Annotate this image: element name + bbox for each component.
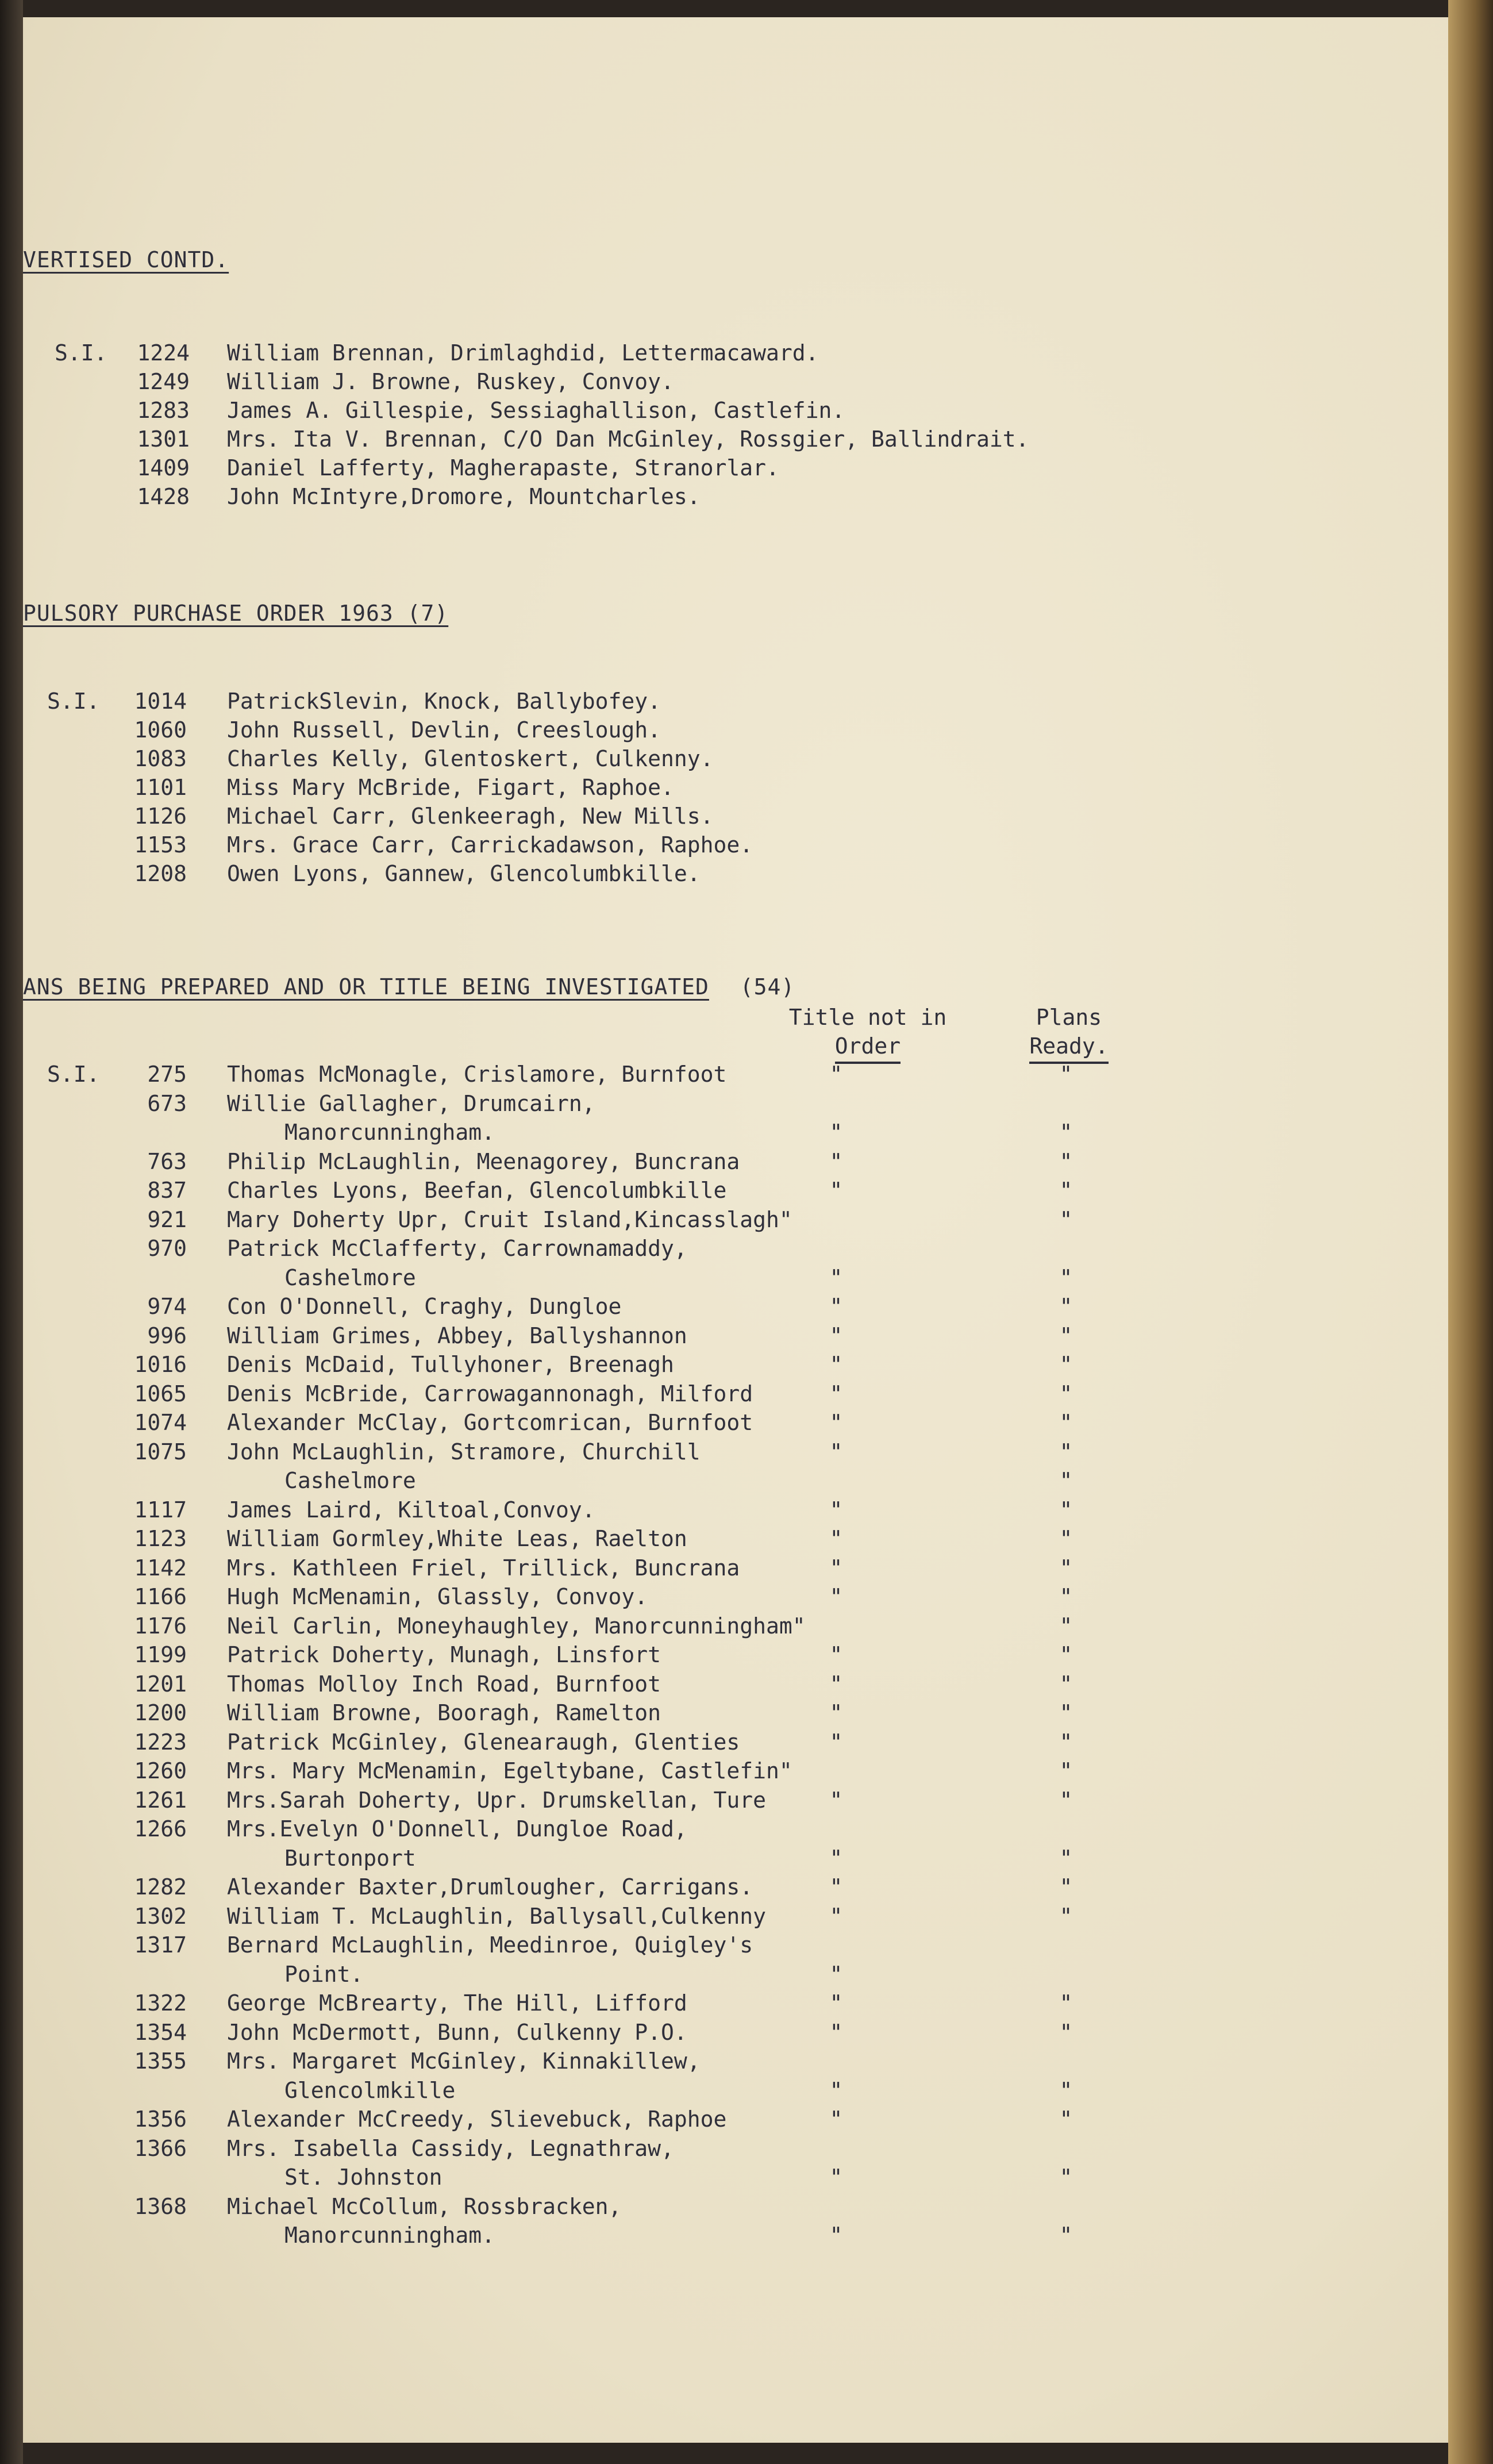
ditto-plans-ready: " (1059, 1352, 1073, 1377)
entry-text: Charles Kelly, Glentoskert, Culkenny. (227, 746, 714, 771)
list-item (23, 1178, 1402, 1206)
si-number: 1322 (134, 1990, 187, 2016)
ditto-title-not-in-order: " (829, 1642, 843, 1667)
ditto-title-not-in-order: " (829, 1729, 843, 1755)
list-item (23, 2078, 1402, 2106)
ditto-plans-ready: " (1059, 1671, 1073, 1697)
ditto-title-not-in-order: " (829, 1990, 843, 2016)
list-item (23, 1381, 1402, 1410)
list-item (23, 1062, 1402, 1090)
entry-text: Mrs.Evelyn O'Donnell, Dungloe Road, (227, 1816, 687, 1842)
entry-text: Daniel Lafferty, Magherapaste, Stranorlar. (227, 455, 779, 481)
entry-text: Mrs. Margaret McGinley, Kinnakillew, (227, 2048, 701, 2074)
entry-text: Mrs. Mary McMenamin, Egeltybane, Castlefin" (227, 1758, 792, 1783)
list-item (23, 1700, 1402, 1729)
list-item (23, 455, 1402, 484)
heading-text: ANS BEING PREPARED AND OR TITLE BEING INVESTIGATED (23, 974, 709, 1000)
ditto-title-not-in-order: " (829, 1148, 843, 1174)
list-item (23, 1758, 1402, 1787)
si-number: 673 (147, 1090, 187, 1116)
entry-text: Denis McBride, Carrowagannonagh, Milford (227, 1381, 753, 1406)
ditto-title-not-in-order: " (829, 2077, 843, 2103)
list-item (23, 2020, 1402, 2048)
entry-text: William T. McLaughlin, Ballysall,Culkenny (227, 1903, 766, 1929)
entry-text: St. Johnston (284, 2165, 442, 2190)
document-page (23, 17, 1448, 2443)
list-item (23, 2048, 1402, 2077)
list-item (23, 2136, 1402, 2165)
si-number: 1366 (134, 2135, 187, 2161)
ditto-plans-ready: " (1059, 1120, 1073, 1145)
ditto-title-not-in-order: " (829, 1062, 843, 1087)
ditto-title-not-in-order: " (829, 1294, 843, 1319)
si-number: 1065 (134, 1381, 187, 1406)
ditto-title-not-in-order: " (829, 1555, 843, 1581)
list-item (23, 1091, 1402, 1120)
column-header-title (764, 1003, 971, 1064)
ditto-plans-ready: " (1059, 1410, 1073, 1435)
si-number: 996 (147, 1323, 187, 1348)
si-number: 763 (147, 1148, 187, 1174)
ditto-title-not-in-order: " (829, 1700, 843, 1725)
si-number: 1224 (137, 340, 190, 366)
list-item (23, 2194, 1402, 2223)
entry-text: Cashelmore (284, 1468, 416, 1493)
list-item (23, 1265, 1402, 1294)
si-number: 1153 (134, 832, 187, 858)
ditto-plans-ready: " (1059, 1206, 1073, 1232)
si-number: 921 (147, 1206, 187, 1232)
entry-text: Con O'Donnell, Craghy, Dungloe (227, 1294, 622, 1319)
entry-text: Manorcunningham. (284, 1120, 495, 1145)
si-number: 1223 (134, 1729, 187, 1755)
ditto-plans-ready: " (1059, 1990, 1073, 2016)
list-item (23, 1962, 1402, 1990)
ditto-plans-ready: " (1059, 1787, 1073, 1813)
entry-text: Glencolmkille (284, 2077, 456, 2103)
si-label: S.I. (47, 1062, 100, 1087)
list-item (23, 1236, 1402, 1264)
column-header-plans-line1: Plans (1036, 1005, 1102, 1030)
si-number: 1409 (137, 455, 190, 481)
entry-text: Thomas Molloy Inch Road, Burnfoot (227, 1671, 661, 1697)
entry-text: Neil Carlin, Moneyhaughley, Manorcunningham" (227, 1613, 806, 1639)
section-heading-cpo (23, 601, 448, 626)
entry-text: Manorcunningham. (284, 2223, 495, 2248)
entry-text: Alexander Baxter,Drumlougher, Carrigans. (227, 1874, 753, 1900)
heading-count: (54) (740, 974, 795, 1000)
entry-text: Mrs. Grace Carr, Carrickadawson, Raphoe. (227, 832, 753, 858)
list-item (23, 1874, 1402, 1903)
book-binding (0, 0, 23, 2464)
entry-text: George McBrearty, The Hill, Lifford (227, 1990, 687, 2016)
si-number: 837 (147, 1178, 187, 1203)
column-header-title-line1: Title not in (788, 1005, 947, 1030)
list-item (23, 484, 1402, 513)
list-item (23, 1410, 1402, 1439)
si-number: 1249 (137, 369, 190, 394)
si-number: 1208 (134, 861, 187, 886)
si-number: 974 (147, 1294, 187, 1319)
entry-text: Mrs. Isabella Cassidy, Legnathraw, (227, 2135, 674, 2161)
list-item (23, 2165, 1402, 2193)
entry-text: Michael McCollum, Rossbracken, (227, 2193, 622, 2219)
list-item (23, 1932, 1402, 1961)
ditto-title-not-in-order: " (829, 1381, 843, 1406)
si-number: 1075 (134, 1439, 187, 1464)
list-item (23, 1526, 1402, 1555)
list-item (23, 689, 1402, 717)
entry-text: William J. Browne, Ruskey, Convoy. (227, 369, 674, 394)
si-number: 1302 (134, 1903, 187, 1929)
si-number: 1428 (137, 484, 190, 509)
ditto-plans-ready: " (1059, 1294, 1073, 1319)
si-number: 1200 (134, 1700, 187, 1725)
list-item (23, 340, 1402, 369)
list-item (23, 1323, 1402, 1352)
list-item (23, 369, 1402, 398)
ditto-plans-ready: " (1059, 2019, 1073, 2045)
ditto-plans-ready: " (1059, 1555, 1073, 1581)
si-number: 1016 (134, 1352, 187, 1377)
entry-text: John McIntyre,Dromore, Mountcharles. (227, 484, 701, 509)
entry-text: Owen Lyons, Gannew, Glencolumbkille. (227, 861, 701, 886)
entry-text: Denis McDaid, Tullyhoner, Breenagh (227, 1352, 674, 1377)
entry-text: William Browne, Booragh, Ramelton (227, 1700, 661, 1725)
ditto-title-not-in-order: " (829, 1178, 843, 1203)
si-number: 1355 (134, 2048, 187, 2074)
ditto-plans-ready: " (1059, 1178, 1073, 1203)
ditto-plans-ready: " (1059, 1468, 1073, 1493)
list-item (23, 775, 1402, 804)
entry-text: John Russell, Devlin, Creeslough. (227, 717, 661, 743)
list-item (23, 1904, 1402, 1932)
list-item (23, 1816, 1402, 1845)
entry-text: Mrs. Ita V. Brennan, C/O Dan McGinley, Rossgier, Ballindrait. (227, 426, 1029, 452)
entry-text: Hugh McMenamin, Glassly, Convoy. (227, 1584, 648, 1609)
ditto-title-not-in-order: " (829, 1874, 843, 1900)
list-item (23, 1497, 1402, 1526)
entry-text: Mary Doherty Upr, Cruit Island,Kincasslagh" (227, 1206, 792, 1232)
ditto-plans-ready: " (1059, 1700, 1073, 1725)
ditto-title-not-in-order: " (829, 1961, 843, 1987)
ditto-plans-ready: " (1059, 1758, 1073, 1783)
ditto-title-not-in-order: " (829, 1497, 843, 1523)
entry-text: James Laird, Kiltoal,Convoy. (227, 1497, 595, 1523)
list-item (23, 1149, 1402, 1178)
ditto-plans-ready: " (1059, 1584, 1073, 1609)
si-number: 970 (147, 1236, 187, 1261)
ditto-plans-ready: " (1059, 1264, 1073, 1290)
ditto-title-not-in-order: " (829, 1120, 843, 1145)
list-item (23, 426, 1402, 455)
ditto-plans-ready: " (1059, 2223, 1073, 2248)
list-item (23, 861, 1402, 890)
ditto-title-not-in-order: " (829, 2019, 843, 2045)
entry-text: Patrick Doherty, Munagh, Linsfort (227, 1642, 661, 1667)
si-number: 275 (147, 1062, 187, 1087)
list-item (23, 832, 1402, 861)
list-item (23, 1468, 1402, 1497)
si-number: 1176 (134, 1613, 187, 1639)
si-number: 1199 (134, 1642, 187, 1667)
list-item (23, 717, 1402, 746)
entry-text: Thomas McMonagle, Crislamore, Burnfoot (227, 1062, 727, 1087)
entry-text: Patrick McClafferty, Carrownamaddy, (227, 1236, 687, 1261)
list-item (23, 1642, 1402, 1671)
si-label: S.I. (55, 340, 107, 366)
ditto-plans-ready: " (1059, 2106, 1073, 2132)
ditto-title-not-in-order: " (829, 1410, 843, 1435)
si-number: 1283 (137, 398, 190, 423)
list-item (23, 1613, 1402, 1642)
entry-text: James A. Gillespie, Sessiaghallison, Castlefin. (227, 398, 845, 423)
si-number: 1282 (134, 1874, 187, 1900)
ditto-plans-ready: " (1059, 1062, 1073, 1087)
si-number: 1354 (134, 2019, 187, 2045)
entry-text: William Gormley,White Leas, Raelton (227, 1526, 687, 1551)
si-number: 1301 (137, 426, 190, 452)
si-number: 1101 (134, 775, 187, 800)
section-heading-advertised (23, 247, 229, 272)
list-item (23, 1120, 1402, 1148)
ditto-title-not-in-order: " (829, 2165, 843, 2190)
ditto-title-not-in-order: " (829, 1264, 843, 1290)
entry-text: Point. (284, 1961, 364, 1987)
list-item (23, 1990, 1402, 2019)
list-item (23, 1352, 1402, 1381)
list-item (23, 398, 1402, 426)
ditto-title-not-in-order: " (829, 2223, 843, 2248)
section-heading-plans (23, 974, 795, 1000)
entry-text: Charles Lyons, Beefan, Glencolumbkille (227, 1178, 727, 1203)
entry-text: Mrs. Kathleen Friel, Trillick, Buncrana (227, 1555, 740, 1581)
si-number: 1014 (134, 689, 187, 714)
list-item (23, 1439, 1402, 1468)
list-item (23, 804, 1402, 832)
ditto-plans-ready: " (1059, 1497, 1073, 1523)
entry-text: Willie Gallagher, Drumcairn, (227, 1090, 595, 1116)
ditto-plans-ready: " (1059, 1526, 1073, 1551)
heading-text: VERTISED CONTD. (23, 247, 229, 272)
entry-text: John McLaughlin, Stramore, Churchill (227, 1439, 701, 1464)
column-header-plans (1011, 1003, 1126, 1064)
si-number: 1060 (134, 717, 187, 743)
entry-text: Alexander McClay, Gortcomrican, Burnfoot (227, 1410, 753, 1435)
ditto-plans-ready: " (1059, 1148, 1073, 1174)
ditto-plans-ready: " (1059, 1642, 1073, 1667)
entry-text: William Brennan, Drimlaghdid, Lettermacaward. (227, 340, 819, 366)
ditto-plans-ready: " (1059, 2077, 1073, 2103)
si-number: 1261 (134, 1787, 187, 1813)
ditto-title-not-in-order: " (829, 1352, 843, 1377)
ditto-plans-ready: " (1059, 1903, 1073, 1929)
ditto-title-not-in-order: " (829, 1787, 843, 1813)
heading-text: PULSORY PURCHASE ORDER 1963 (7) (23, 601, 449, 626)
si-number: 1142 (134, 1555, 187, 1581)
list-item (23, 1846, 1402, 1874)
ditto-plans-ready: " (1059, 1874, 1073, 1900)
list-item (23, 2223, 1402, 2251)
si-number: 1117 (134, 1497, 187, 1523)
si-label: S.I. (47, 689, 100, 714)
column-header-plans-line2: Ready. (1029, 1032, 1108, 1064)
entry-text: Cashelmore (284, 1264, 416, 1290)
entry-text: Philip McLaughlin, Meenagorey, Buncrana (227, 1148, 740, 1174)
ditto-title-not-in-order: " (829, 1323, 843, 1348)
entry-text: Miss Mary McBride, Figart, Raphoe. (227, 775, 674, 800)
entry-text: PatrickSlevin, Knock, Ballybofey. (227, 689, 661, 714)
list-item (23, 1788, 1402, 1816)
ditto-title-not-in-order: " (829, 1439, 843, 1464)
ditto-plans-ready: " (1059, 1845, 1073, 1871)
si-number: 1266 (134, 1816, 187, 1842)
entry-text: Michael Carr, Glenkeeragh, New Mills. (227, 804, 714, 829)
si-number: 1083 (134, 746, 187, 771)
list-item (23, 1294, 1402, 1323)
si-number: 1317 (134, 1932, 187, 1958)
si-number: 1201 (134, 1671, 187, 1697)
ditto-title-not-in-order: " (829, 1845, 843, 1871)
entry-text: Mrs.Sarah Doherty, Upr. Drumskellan, Ture (227, 1787, 766, 1813)
ditto-title-not-in-order: " (829, 1671, 843, 1697)
ditto-title-not-in-order: " (829, 1903, 843, 1929)
column-header-title-line2: Order (835, 1032, 901, 1064)
ditto-plans-ready: " (1059, 1439, 1073, 1464)
list-item (23, 1729, 1402, 1758)
ditto-plans-ready: " (1059, 2165, 1073, 2190)
ditto-title-not-in-order: " (829, 1526, 843, 1551)
entry-text: William Grimes, Abbey, Ballyshannon (227, 1323, 687, 1348)
si-number: 1368 (134, 2193, 187, 2219)
list-item (23, 1584, 1402, 1613)
ditto-plans-ready: " (1059, 1323, 1073, 1348)
ditto-plans-ready: " (1059, 1381, 1073, 1406)
entry-text: John McDermott, Bunn, Culkenny P.O. (227, 2019, 687, 2045)
si-number: 1123 (134, 1526, 187, 1551)
list-item (23, 1207, 1402, 1236)
page-edge (1448, 0, 1493, 2464)
ditto-plans-ready: " (1059, 1729, 1073, 1755)
list-item (23, 2106, 1402, 2135)
si-number: 1166 (134, 1584, 187, 1609)
si-number: 1356 (134, 2106, 187, 2132)
list-item (23, 1555, 1402, 1584)
si-number: 1126 (134, 804, 187, 829)
entry-text: Burtonport (284, 1845, 416, 1871)
ditto-title-not-in-order: " (829, 1584, 843, 1609)
entry-text: Patrick McGinley, Glenearaugh, Glenties (227, 1729, 740, 1755)
entry-text: Bernard McLaughlin, Meedinroe, Quigley's (227, 1932, 753, 1958)
ditto-title-not-in-order: " (829, 2106, 843, 2132)
list-item (23, 1671, 1402, 1700)
entry-text: Alexander McCreedy, Slievebuck, Raphoe (227, 2106, 727, 2132)
list-item (23, 746, 1402, 775)
ditto-plans-ready: " (1059, 1613, 1073, 1639)
si-number: 1260 (134, 1758, 187, 1783)
si-number: 1074 (134, 1410, 187, 1435)
